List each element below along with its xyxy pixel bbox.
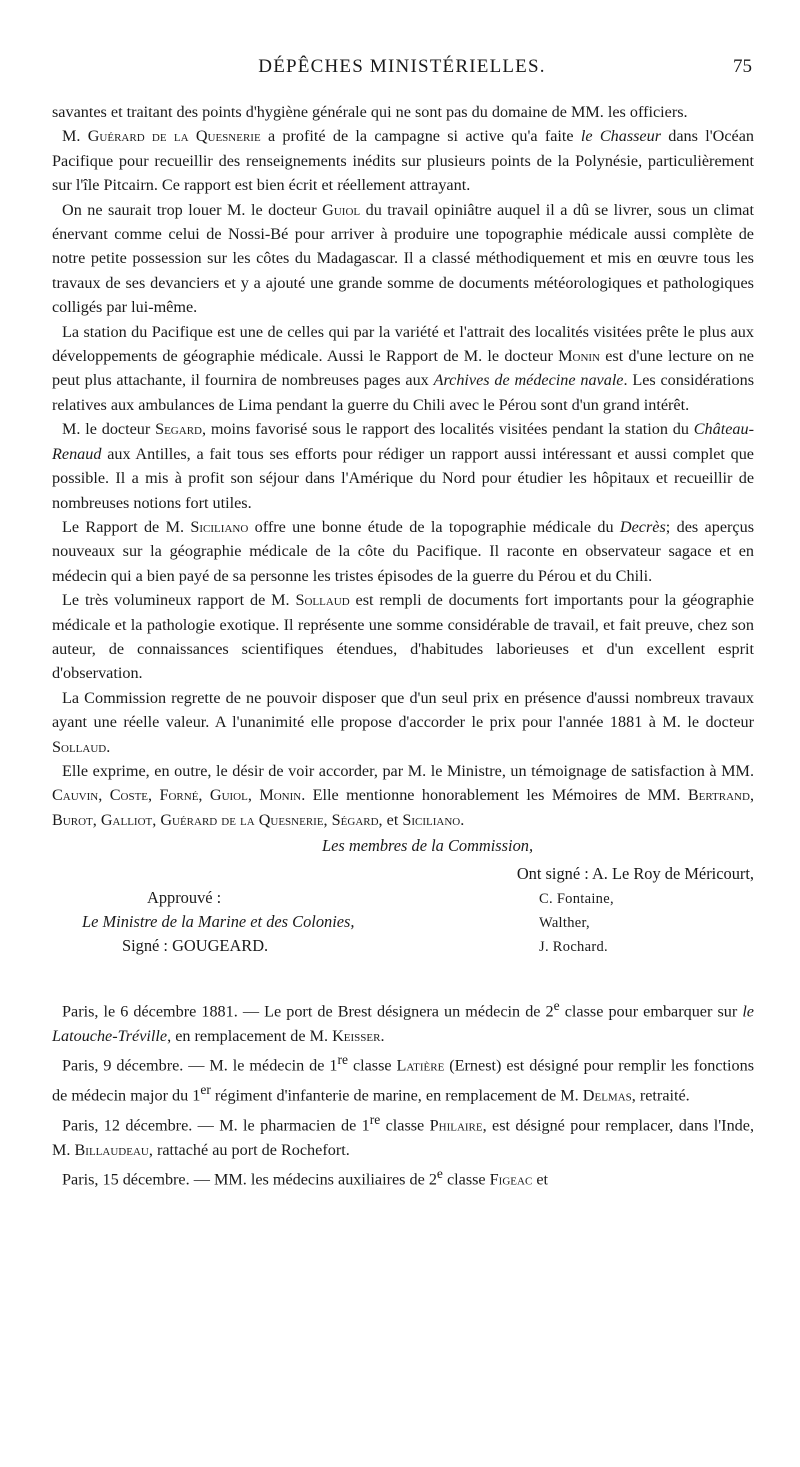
person-name: Segard	[155, 420, 202, 439]
signed-line: Ont signé : A. Le Roy de Méricourt,	[516, 864, 754, 884]
page-header	[52, 56, 752, 86]
person-name: Siciliano	[190, 517, 249, 536]
text-run: , en remplacement de M.	[167, 1026, 333, 1045]
paragraph	[52, 686, 754, 759]
superscript: e	[436, 1166, 443, 1182]
paragraph	[52, 759, 754, 832]
ship-name: Château-Renaud	[52, 420, 754, 463]
text-run: Paris, 12 décembre. — M. le pharmacien de 1	[62, 1116, 370, 1135]
text-run: aux Antilles, a fait tous ses efforts pour rédiger un rapport aussi intéressant et aussi complet que possible. Il a mis à profit son séjour dans l'Amérique du Nord pour étudier les hôpitaux et recueillir de nombreuses notions fort utiles.	[52, 444, 754, 512]
paragraph	[52, 417, 754, 515]
page-number: 75	[733, 56, 752, 77]
commission-line: Les membres de la Commission,	[322, 836, 534, 856]
journal-title: Archives de médecine navale	[433, 371, 624, 390]
dispatch-paragraph	[52, 1048, 754, 1108]
person-name: Latière	[396, 1056, 445, 1075]
signer-name: C. Fontaine,	[539, 891, 614, 908]
text-run: est d'une lecture on ne peut plus attachante, il fournira de nombreuses pages aux	[52, 347, 754, 390]
text-run: du travail opiniâtre auquel il a dû se livrer, sous un climat énervant comme celui de Nossi-Bé pour arriver à produire une topographie médicale aussi complète de notre petite possession sur les côtes du Madagascar. Il a classé méthodiquement et mis en œuvre tous les travaux de ses devanciers et y a ajouté une grande somme de documents météorologiques et pathologiques colligés par lui-même.	[52, 200, 754, 317]
paragraph	[52, 198, 754, 320]
person-name: Billaudeau	[74, 1140, 149, 1159]
text-run: classe pour embarquer sur	[559, 1002, 743, 1021]
running-title: DÉPÊCHES MINISTÉRIELLES.	[258, 56, 546, 77]
text-run: , retraité.	[631, 1086, 690, 1105]
person-name: Keisser	[332, 1026, 381, 1045]
person-name: Delmas	[582, 1086, 632, 1105]
minister-title: Le Ministre de la Marine et des Colonies,	[82, 912, 355, 932]
text-run: classe	[380, 1116, 430, 1135]
person-name: Figeac	[489, 1170, 533, 1189]
text-run: Elle exprime, en outre, le désir de voir accorder, par M. le Ministre, un témoignage de satisfaction à MM.	[62, 761, 754, 780]
approved-label: Approuvé :	[147, 888, 222, 908]
paragraph	[52, 100, 754, 124]
person-name: Monin	[558, 347, 600, 366]
paragraph-text: savantes et traitant des points d'hygiène générale qui ne sont pas du domaine de MM. les officiers.	[52, 103, 688, 121]
text-run: dans l'Océan Pacifique pour recueillir des renseignements inédits sur plusieurs points de la Polynésie, particulièrement sur l'île Pitcairn. Ce rapport est bien écrit et réellement attrayant.	[52, 127, 754, 195]
text-run: Paris, 15 décembre. — MM. les médecins auxiliaires de 2	[62, 1170, 437, 1189]
text-run: .	[380, 1026, 385, 1045]
text-run: La station du Pacifique est une de celles qui par la variété et l'attrait des localités visitées prête le plus aux développements de géographie médicale. Aussi le Rapport de M. le docteur	[52, 322, 754, 366]
text-run: Le Rapport de M.	[62, 517, 191, 536]
text-run: M.	[62, 127, 88, 146]
text-run: a profité de la campagne si active qu'a faite	[260, 127, 581, 146]
paragraph	[52, 588, 754, 686]
document-body	[52, 100, 754, 1192]
text-run: La Commission regrette de ne pouvoir disposer que d'un seul prix en présence d'aussi nombreux travaux ayant une réelle valeur. A l'unanimité elle propose d'accorder le prix pour l'année 1881 à M. le docteur	[52, 688, 754, 732]
text-run: Le très volumineux rapport de M.	[62, 591, 296, 610]
text-run: M. le docteur	[62, 420, 156, 439]
person-name: Philaire	[429, 1116, 483, 1135]
text-run: (Ernest) est désigné pour remplir les fonctions de médecin major du 1	[52, 1056, 754, 1105]
signer-name: J. Rochard.	[539, 939, 608, 956]
text-run: offre une bonne étude de la topographie médicale du	[248, 517, 620, 536]
text-run: Paris, 9 décembre. — M. le médecin de 1	[62, 1056, 338, 1075]
person-name: Sollaud	[295, 591, 350, 610]
text-run: , est désigné pour remplacer, dans l'Inde, M.	[52, 1116, 754, 1159]
text-run: . Les considérations relatives aux ambulances de Lima pendant la guerre du Chili avec le Pérou sont d'un grand intérêt.	[52, 371, 754, 414]
text-run: Paris, le 6 décembre 1881. — Le port de Brest désignera un médecin de 2	[62, 1002, 554, 1021]
text-run: On ne saurait trop louer M. le docteur	[62, 200, 323, 219]
signer-name: Walther,	[539, 915, 590, 932]
superscript: re	[337, 1052, 348, 1068]
ship-name: le Latouche-Tréville	[52, 1002, 754, 1045]
person-name: Guiol	[322, 200, 361, 219]
person-names: Bertrand, Burot, Galliot, Guérard de la Quesnerie, Ségard	[52, 786, 754, 829]
person-name: Sollaud	[52, 737, 107, 756]
text-run: classe	[442, 1170, 490, 1189]
minister-signature: Signé : GOUGEARD.	[122, 936, 269, 956]
text-run: et	[532, 1170, 549, 1189]
text-run: , moins favorisé sous le rapport des localités visitées pendant la station du	[201, 420, 694, 439]
paragraph	[52, 515, 754, 588]
text-run: classe	[348, 1056, 397, 1075]
superscript: er	[200, 1082, 211, 1098]
dispatch-paragraph	[52, 1162, 754, 1192]
ship-name: Decrès	[619, 517, 666, 536]
text-run: , rattaché au port de Rochefort.	[148, 1140, 350, 1159]
spacer	[52, 984, 754, 994]
dispatch-paragraph	[52, 1108, 754, 1162]
ship-name: le Chasseur	[580, 127, 661, 146]
signature-block	[52, 834, 754, 984]
text-run: ; des aperçus nouveaux sur la géographie médicale de la côte du Pacifique. Il raconte en observateur sagace et en médecin qui a bien payé de sa personne les tristes épisodes de la guerre du Pérou et du Chili.	[52, 517, 754, 585]
dispatch-paragraph	[52, 994, 754, 1048]
superscript: e	[553, 998, 560, 1014]
paragraph	[52, 320, 754, 418]
person-name: Guérard de la Quesnerie	[87, 127, 261, 146]
text-run: régiment d'infanterie de marine, en remplacement de M.	[210, 1086, 583, 1105]
person-names: Siciliano	[402, 810, 461, 829]
text-run: est rempli de documents fort importants pour la géographie médicale et la pathologie exotique. Il représente une somme considérable de travail, et fait preuve, chez son auteur, de connaissances scientifiques étendues, d'habitudes laborieuses et d'un excellent esprit d'observation.	[52, 591, 754, 683]
text-run: . Elle mentionne honorablement les Mémoires de MM.	[301, 786, 688, 805]
superscript: re	[369, 1111, 381, 1127]
text-run: , et	[378, 810, 403, 829]
text-run: .	[106, 737, 111, 756]
paragraph	[52, 124, 754, 197]
text-run: .	[460, 810, 465, 829]
person-names: Cauvin, Coste, Forné, Guiol, Monin	[52, 786, 302, 805]
